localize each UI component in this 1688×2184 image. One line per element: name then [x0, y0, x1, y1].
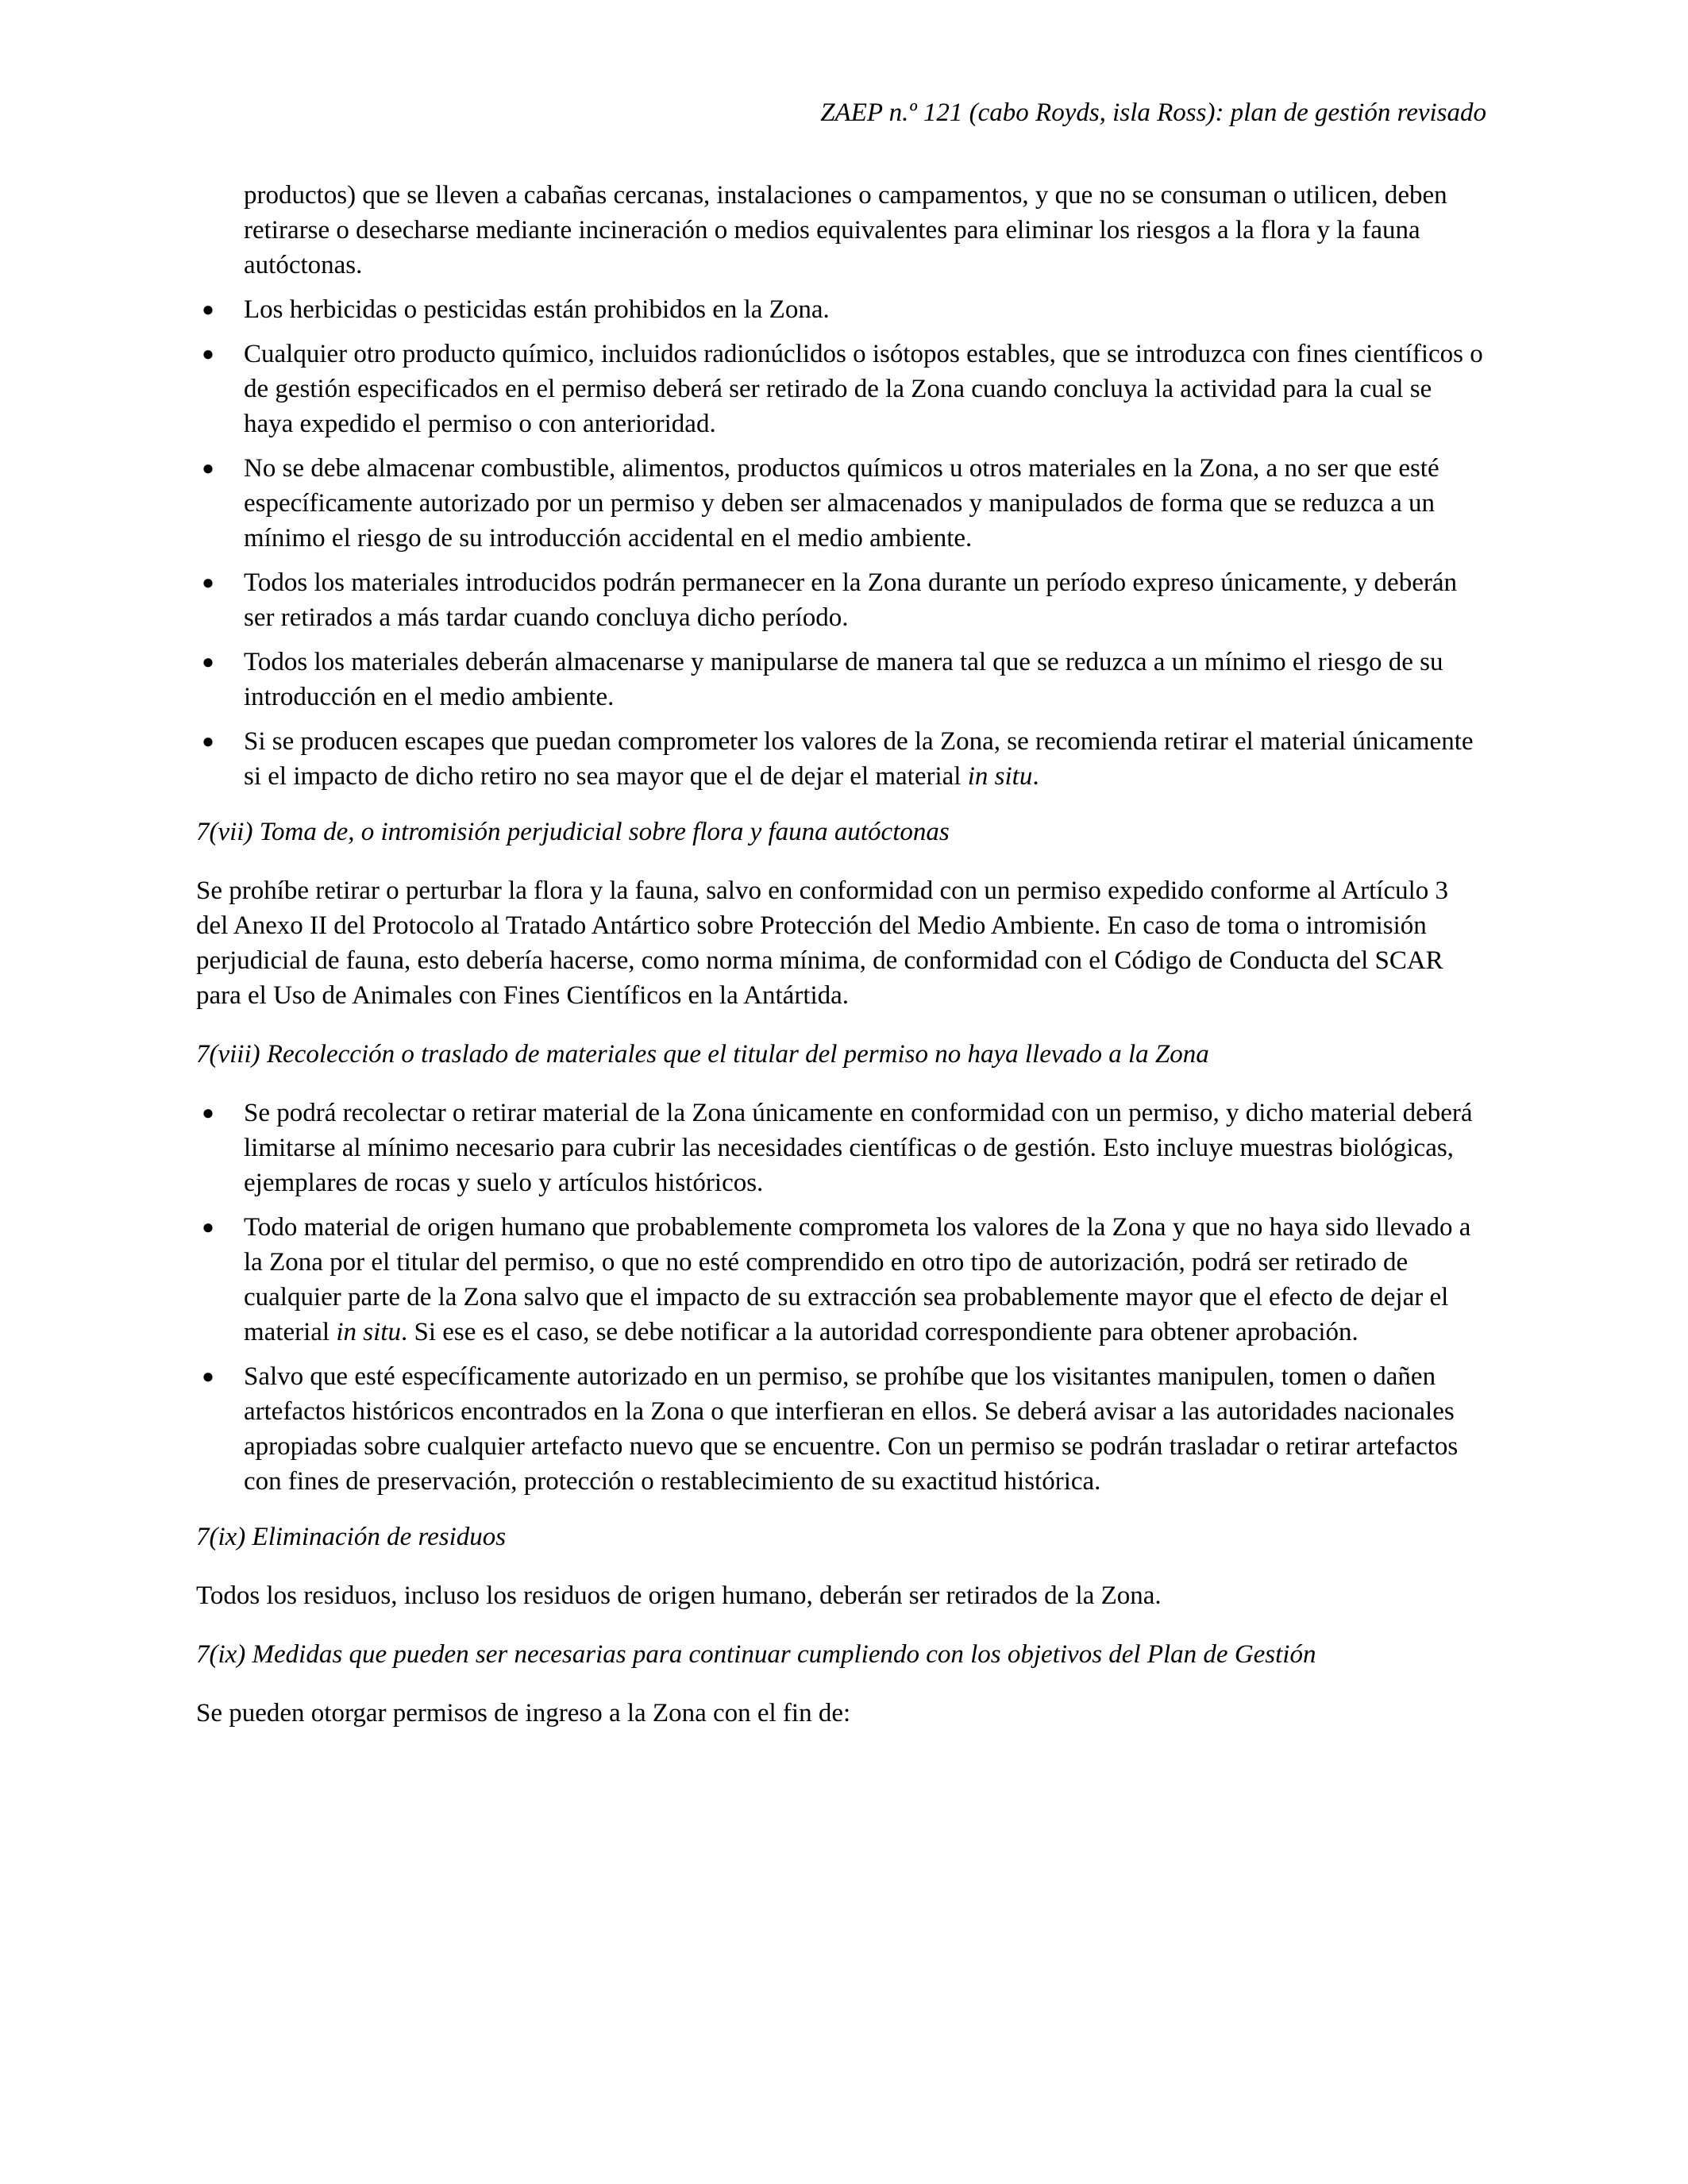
- list-item-text: Se podrá recolectar o retirar material de la Zona únicamente en conformidad con un permiso, y dicho material deberá limitarse al mínimo necesario para cubrir las necesidades científicas o de gestión. Esto incluye muestras biológicas, ejemplares de rocas y suelo y artículos históricos.: [244, 1099, 1473, 1197]
- list-item: [196, 292, 1486, 327]
- list-item-text-end: .: [1032, 762, 1039, 791]
- materials-bullet-list: [196, 292, 1486, 794]
- list-item-text: Todos los materiales introducidos podrán permanecer en la Zona durante un período expreso únicamente, y deberán ser retirados a más tardar cuando concluya dicho período.: [244, 568, 1457, 632]
- bullet-icon: ●: [202, 1215, 214, 1238]
- in-situ-italic: in situ: [336, 1318, 401, 1346]
- bullet-icon: ●: [202, 456, 214, 480]
- section-heading-vii: 7(vii) Toma de, o intromisión perjudicial sobre flora y fauna autóctonas: [196, 818, 950, 846]
- section-vii-body: Se prohíbe retirar o perturbar la flora y la fauna, salvo en conformidad con un permiso expedido conforme al Artículo 3 del Anexo II del Protocolo al Tratado Antártico sobre Protección del Medio Ambiente. En caso de toma o intromisión perjudicial de fauna, esto debería hacerse, como norma mínima, de conformidad con el Código de Conducta del SCAR para el Uso de Animales con Fines Científicos en la Antártida.: [196, 876, 1449, 1010]
- list-item: [196, 724, 1486, 794]
- in-situ-italic: in situ: [967, 762, 1033, 791]
- list-item-text: Todos los materiales deberán almacenarse y manipularse de manera tal que se reduzca a un mínimo el riesgo de su introducción en el medio ambiente.: [244, 648, 1443, 711]
- bullet-icon: ●: [202, 650, 214, 673]
- list-item: [196, 1210, 1486, 1350]
- bullet-icon: ●: [202, 730, 214, 753]
- bullet-icon: ●: [202, 1365, 214, 1388]
- list-item-text-main: Todo material de origen humano que probablemente comprometa los valores de la Zona y que no haya sido llevado a la Zona por el titular del permiso, o que no esté comprendido en otro tipo de autorización, podrá ser retirado de cualquier parte de la Zona salvo que el impacto de su extracción sea probablemente mayor que el efecto de dejar el material: [244, 1213, 1471, 1346]
- list-item-text-end: . Si ese es el caso, se debe notificar a la autoridad correspondiente para obtener aprobación.: [400, 1318, 1358, 1346]
- section-heading-ix-waste: 7(ix) Eliminación de residuos: [196, 1523, 507, 1551]
- list-item: [196, 565, 1486, 635]
- section-ix-measures-body: Se pueden otorgar permisos de ingreso a la Zona con el fin de:: [196, 1699, 851, 1728]
- list-item: [196, 1096, 1486, 1200]
- list-item: [196, 451, 1486, 556]
- list-item-text: Salvo que esté específicamente autorizado en un permiso, se prohíbe que los visitantes manipulen, tomen o dañen artefactos históricos encontrados en la Zona o que interfieran en ellos. Se deberá avisar a las autoridades nacionales apropiadas sobre cualquier artefacto nuevo que se encuentre. Con un permiso se podrán trasladar o retirar artefactos con fines de preservación, protección o restablecimiento de su exactitud histórica.: [244, 1362, 1459, 1496]
- running-header: ZAEP n.º 121 (cabo Royds, isla Ross): plan de gestión revisado: [820, 98, 1486, 127]
- section-heading-ix-measures: 7(ix) Medidas que pueden ser necesarias para continuar cumpliendo con los objetivos del Plan de Gestión: [196, 1640, 1316, 1669]
- list-item-text: Cualquier otro producto químico, incluidos radionúclidos o isótopos estables, que se introduzca con fines científicos o de gestión especificados en el permiso deberá ser retirado de la Zona cuando concluya la actividad para la cual se haya expedido el permiso o con anterioridad.: [244, 340, 1483, 438]
- bullet-icon: ●: [202, 571, 214, 594]
- section-heading-viii: 7(viii) Recolección o traslado de materiales que el titular del permiso no haya llevado a la Zona: [196, 1040, 1209, 1069]
- bullet-icon: ●: [202, 298, 214, 321]
- section-ix-waste-body: Todos los residuos, incluso los residuos de origen humano, deberán ser retirados de la Zona.: [196, 1581, 1162, 1610]
- bullet-icon: ●: [202, 1101, 214, 1124]
- list-continuation-text: productos) que se lleven a cabañas cercanas, instalaciones o campamentos, y que no se consuman o utilicen, deben retirarse o desecharse mediante incineración o medios equivalentes para eliminar los riesgos a la flora y la fauna autóctonas.: [244, 181, 1447, 279]
- list-item-text: [244, 1213, 1470, 1346]
- list-item-text: [244, 727, 1474, 791]
- collection-bullet-list: [196, 1096, 1486, 1499]
- list-item: [196, 1359, 1486, 1499]
- list-item-text: Los herbicidas o pesticidas están prohibidos en la Zona.: [244, 295, 830, 324]
- list-item-text-main: Si se producen escapes que puedan comprometer los valores de la Zona, se recomienda retirar el material únicamente si el impacto de dicho retiro no sea mayor que el de dejar el material: [244, 727, 1474, 791]
- bullet-icon: ●: [202, 342, 214, 365]
- list-item: [196, 337, 1486, 441]
- list-item-text: No se debe almacenar combustible, alimentos, productos químicos u otros materiales en la Zona, a no ser que esté específicamente autorizado por un permiso y deben ser almacenados y manipulados de forma que se reduzca a un mínimo el riesgo de su introducción accidental en el medio ambiente.: [244, 454, 1439, 553]
- document-page: [196, 95, 1486, 1755]
- list-item: [196, 645, 1486, 715]
